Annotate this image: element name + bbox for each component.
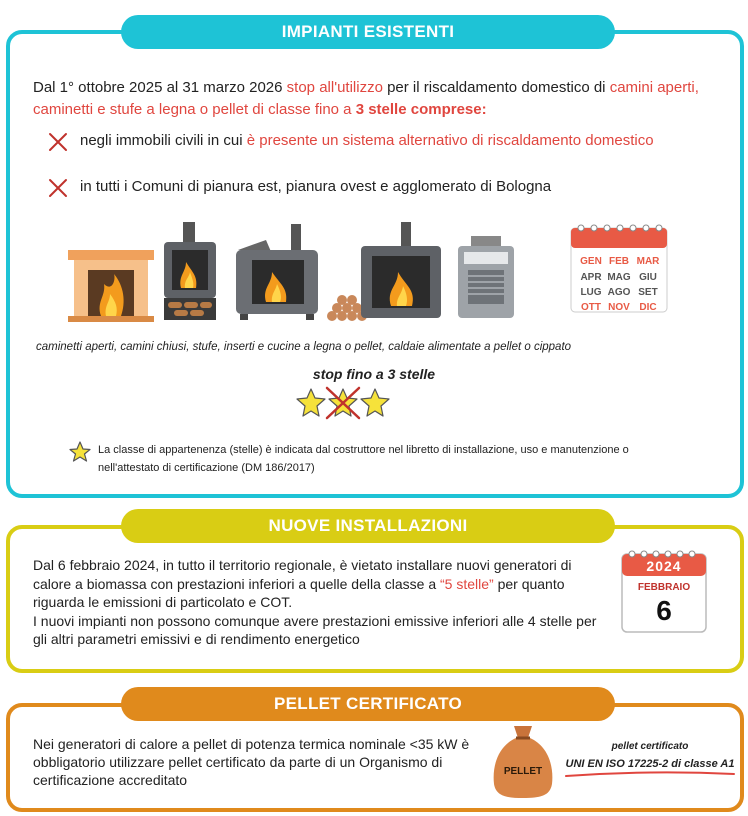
month-mag: MAG xyxy=(607,272,631,283)
month-gen: GEN xyxy=(580,256,602,267)
intro-text-1: Dal 1° ottobre 2025 al 31 marzo 2026 xyxy=(33,79,287,96)
month-apr: APR xyxy=(580,272,602,283)
calendar-month: FEBBRAIO xyxy=(637,582,691,593)
closed-fireplace-icon xyxy=(164,222,216,320)
pellet-sack-icon xyxy=(490,722,556,800)
new-installations-text xyxy=(33,556,613,649)
new-text-3: I nuovi impianti non possono comunque avere prestazioni emissive inferiori alle 4 stelle per gli altri parametri emissivi e di rendimento energetico xyxy=(33,612,597,647)
certified-pellet-title: PELLET CERTIFICATO xyxy=(121,687,615,721)
bullet-municipalities xyxy=(48,177,688,198)
star-class-note: La classe di appartenenza (stelle) è indicata dal costruttore nel libretto di installazione, uso e manutenzione o nell'attestato di certificazione (DM 186/2017) xyxy=(98,444,629,474)
bullet-1-text: negli immobili civili in cui xyxy=(80,132,247,149)
stop-label: stop fino a 3 stelle xyxy=(312,366,436,382)
insert-icon xyxy=(361,222,441,318)
month-ott: OTT xyxy=(581,302,601,313)
appliances-caption: caminetti aperti, camini chiusi, stufe, inserti e cucine a legna o pellet, caldaie alimentate a pellet o cippato xyxy=(36,341,572,353)
cert-line-1: pellet certificato xyxy=(611,741,689,752)
calendar-day: 6 xyxy=(656,595,672,626)
sack-label: PELLET xyxy=(503,766,543,777)
underline-swoosh xyxy=(560,770,740,778)
month-nov: NOV xyxy=(608,302,630,313)
month-feb: FEB xyxy=(609,256,629,267)
new-installations-title: NUOVE INSTALLAZIONI xyxy=(121,509,615,543)
month-mar: MAR xyxy=(636,256,660,267)
month-ago: AGO xyxy=(607,287,631,298)
intro-highlight-2: camini aperti, caminetti e stufe a legna o pellet di classe fino a xyxy=(33,79,699,118)
star-icon xyxy=(297,389,325,416)
bullet-1-highlight: è presente un sistema alternativo di riscaldamento domestico xyxy=(246,132,654,149)
new-text-2: per quanto riguarda le emissioni di particolato e COT. xyxy=(33,575,565,610)
new-text-1: Dal 6 febbraio 2024, in tutto il territorio regionale, è vietato installare nuovi generatori di calore a biomassa con prestazioni inferiori a quelle della classe a xyxy=(33,557,572,592)
pellet-text: Nei generatori di calore a pellet di potenza termica nominale <35 kW è obbligatorio utilizzare pellet certificato da parte di un Organismo di certificazione accreditato xyxy=(33,736,470,788)
month-set: SET xyxy=(638,287,658,298)
calendar-icon xyxy=(571,225,667,313)
month-giu: GIU xyxy=(639,272,657,283)
existing-intro xyxy=(33,77,703,121)
calendar-icon xyxy=(620,548,708,634)
boiler-icon xyxy=(458,236,514,318)
month-dic: DIC xyxy=(639,302,657,313)
intro-highlight-1: stop all'utilizzo xyxy=(286,79,383,96)
star-icon xyxy=(361,389,389,416)
pellet-certification xyxy=(560,741,740,781)
fireplace-icon xyxy=(68,250,154,322)
intro-text-2: per il riscaldamento domestico di xyxy=(382,79,610,96)
calendar-year: 2024 xyxy=(646,558,682,574)
stove-icon xyxy=(236,224,318,320)
bullet-2-text: in tutti i Comuni di pianura est, pianura ovest e agglomerato di Bologna xyxy=(80,178,552,195)
month-lug: LUG xyxy=(580,287,602,298)
existing-systems-title: IMPIANTI ESISTENTI xyxy=(121,15,615,49)
cert-line-2: UNI EN ISO 17225-2 di classe A1 xyxy=(565,758,735,770)
star-icon xyxy=(68,440,92,464)
heating-appliances-illustration xyxy=(66,220,686,325)
intro-bold: 3 stelle comprese: xyxy=(355,101,487,118)
cross-icon xyxy=(48,132,68,152)
bullet-civil-buildings xyxy=(48,131,688,152)
cross-icon xyxy=(48,178,68,198)
three-stars-crossed xyxy=(295,386,391,422)
new-text-highlight: “5 stelle” xyxy=(440,575,494,592)
